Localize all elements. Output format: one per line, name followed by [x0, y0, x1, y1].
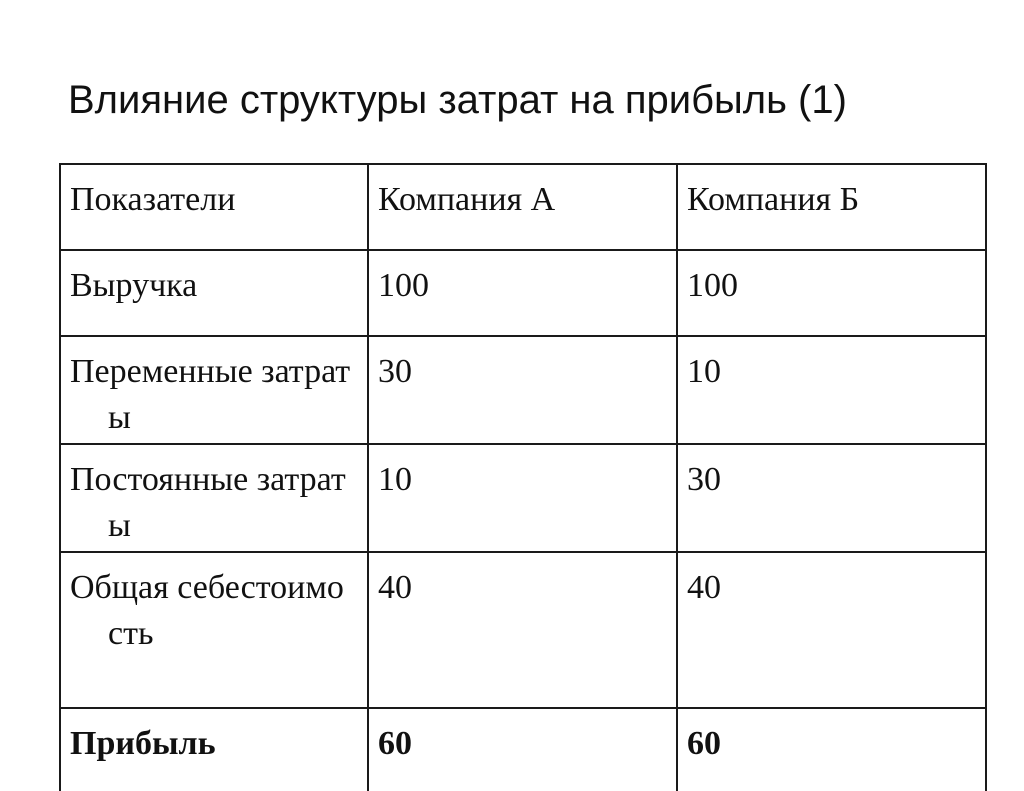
header-company-b-label: Компания Б	[687, 181, 860, 218]
header-company-a-label: Компания А	[378, 181, 556, 218]
company-a-value-cell	[368, 708, 677, 791]
row-label: Переменные затраты	[70, 353, 351, 436]
company-b-value: 10	[687, 353, 721, 390]
company-a-value: 40	[378, 569, 412, 606]
company-b-value-cell	[677, 708, 986, 791]
row-label-cell	[60, 444, 368, 552]
cost-structure-table	[59, 163, 987, 791]
header-indicators-label: Показатели	[70, 181, 236, 218]
company-a-value-cell	[368, 250, 677, 336]
header-company-a	[368, 164, 677, 250]
company-a-value-cell	[368, 336, 677, 444]
company-a-value: 10	[378, 461, 412, 498]
table-row-total-cost	[60, 552, 986, 708]
company-a-value-cell	[368, 552, 677, 708]
company-b-value-cell	[677, 336, 986, 444]
row-label: Постоянные затраты	[70, 461, 346, 544]
row-label-cell	[60, 552, 368, 708]
header-indicators	[60, 164, 368, 250]
table-row-profit	[60, 708, 986, 791]
table-row-variable-costs	[60, 336, 986, 444]
table-row-revenue	[60, 250, 986, 336]
row-label-cell	[60, 708, 368, 791]
row-label-cell	[60, 250, 368, 336]
row-label: Прибыль	[70, 725, 216, 762]
company-b-value: 30	[687, 461, 721, 498]
company-b-value-cell	[677, 250, 986, 336]
company-b-value: 60	[687, 725, 721, 762]
table-header-row	[60, 164, 986, 250]
company-a-value: 30	[378, 353, 412, 390]
company-a-value: 60	[378, 725, 412, 762]
company-a-value: 100	[378, 267, 429, 304]
row-label-cell	[60, 336, 368, 444]
row-label: Общая себестоимость	[70, 569, 344, 652]
company-b-value: 40	[687, 569, 721, 606]
company-a-value-cell	[368, 444, 677, 552]
company-b-value: 100	[687, 267, 738, 304]
company-b-value-cell	[677, 552, 986, 708]
row-label: Выручка	[70, 267, 198, 304]
company-b-value-cell	[677, 444, 986, 552]
header-company-b	[677, 164, 986, 250]
table-row-fixed-costs	[60, 444, 986, 552]
slide-title: Влияние структуры затрат на прибыль (1)	[68, 78, 847, 122]
